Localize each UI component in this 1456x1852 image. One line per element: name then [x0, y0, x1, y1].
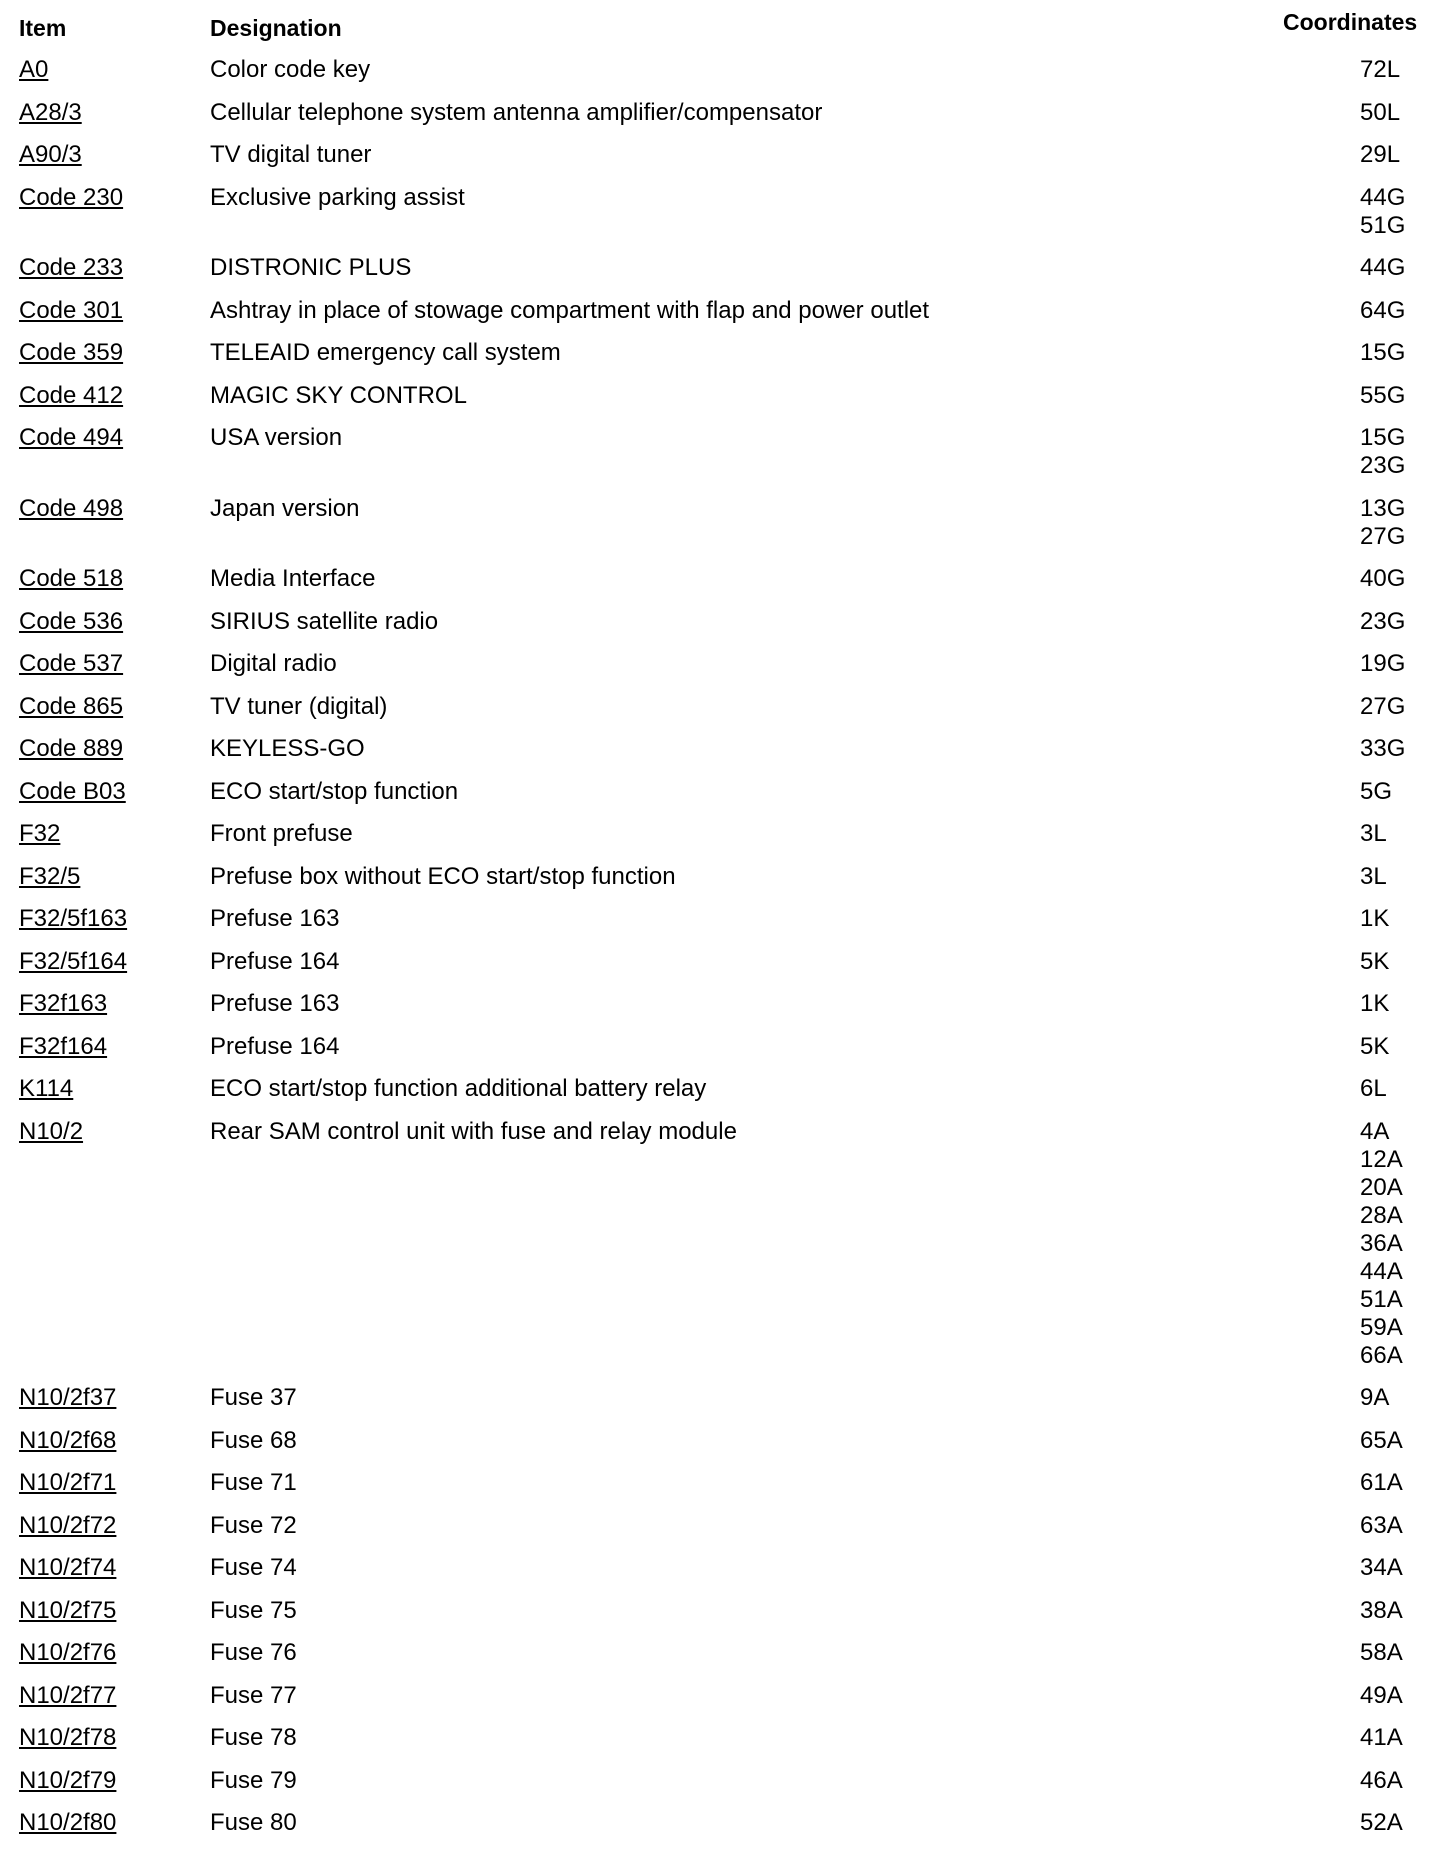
coordinate-value: 59A [1360, 1313, 1403, 1341]
coordinates-cell [1360, 1767, 1403, 1795]
designation-text: ECO start/stop function [210, 777, 459, 805]
coordinate-value: 29L [1360, 141, 1401, 168]
coordinate-value: 65A [1360, 1426, 1403, 1454]
item-link[interactable]: Code 233 [19, 254, 124, 281]
coordinates-cell [1360, 863, 1387, 891]
coordinates-cell [1360, 1809, 1403, 1837]
designation-text: Prefuse 163 [210, 905, 340, 932]
designation-text: Prefuse 163 [210, 990, 340, 1017]
coordinate-value: 63A [1360, 1511, 1403, 1539]
coordinate-value: 33G [1360, 735, 1406, 762]
coordinates-cell [1360, 1118, 1403, 1370]
coordinate-value: 28A [1360, 1201, 1403, 1229]
coordinates-cell [1360, 1639, 1403, 1667]
item-link[interactable]: F32 [19, 820, 61, 847]
designation-text: Media Interface [210, 565, 376, 592]
coordinate-value: 64G [1360, 296, 1406, 324]
designation-text: Rear SAM control unit with fuse and relay module [210, 1117, 737, 1145]
item-link[interactable]: F32/5f163 [19, 905, 128, 932]
item-link[interactable]: F32f164 [19, 1032, 108, 1060]
coordinate-value: 4A [1360, 1117, 1390, 1145]
coordinate-value: 51A [1360, 1285, 1403, 1313]
coordinates-cell [1360, 1682, 1403, 1710]
coordinates-cell [1360, 735, 1405, 763]
coordinates-cell [1360, 1427, 1403, 1455]
coordinate-value: 5G [1360, 777, 1393, 805]
header-item: Item [19, 15, 67, 41]
coordinate-value: 20A [1360, 1173, 1403, 1201]
designation-text: Fuse 78 [210, 1724, 297, 1751]
item-link[interactable]: Code 230 [19, 183, 124, 211]
designation-text: Fuse 71 [210, 1469, 297, 1496]
coordinate-value: 52A [1360, 1809, 1403, 1836]
item-link[interactable]: N10/2 [19, 1117, 84, 1145]
item-link[interactable]: N10/2f78 [19, 1724, 117, 1751]
coordinate-value: 13G [1360, 494, 1406, 522]
item-link[interactable]: K114 [19, 1075, 74, 1102]
coordinate-value: 34A [1360, 1554, 1403, 1581]
designation-text: Prefuse box without ECO start/stop function [210, 862, 676, 890]
designation-text: USA version [210, 424, 343, 451]
coordinate-value: 38A [1360, 1596, 1403, 1624]
designation-text: Cellular telephone system antenna amplifier/compensator [210, 98, 823, 126]
coordinates-cell [1360, 1554, 1403, 1582]
coordinate-value: 36A [1360, 1229, 1403, 1257]
designation-text: SIRIUS satellite radio [210, 607, 439, 635]
coordinates-cell [1360, 99, 1400, 127]
designation-text: KEYLESS-GO [210, 735, 365, 762]
coordinates-cell [1360, 1384, 1389, 1412]
designation-text: Fuse 68 [210, 1426, 297, 1454]
coordinate-value: 66A [1360, 1341, 1403, 1369]
coordinates-cell [1360, 1597, 1403, 1625]
designation-text: Japan version [210, 494, 360, 522]
designation-text: TELEAID emergency call system [210, 339, 561, 366]
coordinate-value: 61A [1360, 1469, 1403, 1496]
item-link[interactable]: N10/2f76 [19, 1639, 117, 1666]
coordinate-value: 46A [1360, 1766, 1403, 1794]
designation-text: Color code key [210, 56, 371, 83]
designation-text: Fuse 77 [210, 1681, 297, 1709]
item-link[interactable]: Code 537 [19, 650, 124, 677]
designation-text: Fuse 37 [210, 1384, 297, 1411]
item-link[interactable]: A90/3 [19, 141, 82, 168]
item-link[interactable]: Code 889 [19, 735, 124, 762]
coordinates-cell [1360, 778, 1392, 806]
coordinate-value: 9A [1360, 1384, 1390, 1411]
coordinates-cell [1360, 141, 1400, 169]
coordinates-cell [1360, 1724, 1403, 1752]
coordinates-cell [1360, 424, 1405, 480]
coordinate-value: 15G [1360, 339, 1406, 366]
item-link[interactable]: Code B03 [19, 777, 126, 805]
coordinate-value: 15G [1360, 424, 1406, 451]
item-link[interactable]: N10/2f68 [19, 1426, 117, 1454]
coordinate-value: 6L [1360, 1075, 1387, 1102]
coordinate-value: 5K [1360, 1032, 1390, 1060]
coordinates-cell [1360, 495, 1405, 551]
designation-text: MAGIC SKY CONTROL [210, 381, 467, 409]
header-coordinates: Coordinates [1283, 9, 1418, 35]
designation-text: Fuse 79 [210, 1766, 297, 1794]
coordinate-value: 40G [1360, 565, 1406, 592]
coordinate-value: 51G [1360, 211, 1406, 239]
coordinates-cell [1360, 990, 1389, 1018]
item-link[interactable]: N10/2f74 [19, 1554, 117, 1581]
coordinates-cell [1360, 820, 1387, 848]
coordinate-value: 12A [1360, 1145, 1403, 1173]
designation-text: Prefuse 164 [210, 947, 340, 975]
designation-text: Fuse 72 [210, 1511, 297, 1539]
designation-text: Front prefuse [210, 820, 353, 847]
designation-text: Ashtray in place of stowage compartment with flap and power outlet [210, 296, 930, 324]
item-link[interactable]: F32/5 [19, 862, 81, 890]
designation-text: TV digital tuner [210, 141, 372, 168]
item-link[interactable]: Code 498 [19, 494, 124, 522]
coordinate-value: 3L [1360, 862, 1387, 890]
item-link[interactable]: Code 865 [19, 692, 124, 720]
coordinates-cell [1360, 693, 1405, 721]
coordinates-cell [1360, 948, 1389, 976]
coordinates-cell [1360, 608, 1405, 636]
designation-text: Fuse 75 [210, 1596, 297, 1624]
designation-text: TV tuner (digital) [210, 692, 388, 720]
coordinate-value: 55G [1360, 381, 1406, 409]
coordinate-value: 23G [1360, 607, 1406, 635]
coordinates-cell [1360, 184, 1405, 240]
item-link[interactable]: F32f163 [19, 990, 108, 1017]
designation-text: ECO start/stop function additional battery relay [210, 1075, 707, 1102]
designation-text: Fuse 74 [210, 1554, 297, 1581]
item-link[interactable]: N10/2f37 [19, 1384, 117, 1411]
coordinate-value: 72L [1360, 56, 1401, 83]
coordinate-value: 3L [1360, 820, 1387, 847]
coordinate-value: 1K [1360, 990, 1390, 1017]
coordinate-value: 44G [1360, 254, 1406, 281]
coordinate-value: 27G [1360, 692, 1406, 720]
coordinate-value: 19G [1360, 650, 1406, 677]
item-link[interactable]: N10/2f71 [19, 1469, 117, 1496]
coordinate-value: 50L [1360, 98, 1401, 126]
coordinates-cell [1360, 905, 1389, 933]
coordinate-value: 41A [1360, 1724, 1403, 1751]
item-link[interactable]: N10/2f72 [19, 1511, 117, 1539]
coordinates-cell [1360, 1512, 1403, 1540]
designation-text: Prefuse 164 [210, 1032, 340, 1060]
item-link[interactable]: N10/2f75 [19, 1596, 117, 1624]
item-link[interactable]: Code 536 [19, 607, 124, 635]
item-link[interactable]: N10/2f77 [19, 1681, 117, 1709]
coordinates-cell [1360, 297, 1405, 325]
coordinates-cell [1360, 1469, 1403, 1497]
item-link[interactable]: Code 412 [19, 381, 124, 409]
coordinates-cell [1360, 254, 1405, 282]
coordinate-value: 23G [1360, 452, 1406, 479]
designation-text: Fuse 76 [210, 1639, 297, 1666]
item-link[interactable]: Code 494 [19, 424, 124, 451]
coordinate-value: 44A [1360, 1257, 1403, 1285]
coordinate-value: 5K [1360, 947, 1390, 975]
item-link[interactable]: N10/2f80 [19, 1809, 117, 1836]
designation-text: Digital radio [210, 650, 337, 677]
item-link[interactable]: A28/3 [19, 98, 82, 126]
coordinates-cell [1360, 650, 1405, 678]
item-link[interactable]: F32/5f164 [19, 947, 128, 975]
coordinates-cell [1360, 382, 1405, 410]
item-link[interactable]: A0 [19, 56, 49, 83]
coordinate-value: 49A [1360, 1681, 1403, 1709]
coordinate-value: 1K [1360, 905, 1390, 932]
coordinate-value: 44G [1360, 183, 1406, 211]
header-designation: Designation [210, 15, 342, 41]
coordinate-value: 58A [1360, 1639, 1403, 1666]
item-link[interactable]: Code 359 [19, 339, 124, 366]
coordinates-cell [1360, 565, 1405, 593]
item-link[interactable]: Code 301 [19, 296, 124, 324]
coordinates-cell [1360, 56, 1400, 84]
item-link[interactable]: Code 518 [19, 565, 124, 592]
designation-text: DISTRONIC PLUS [210, 254, 412, 281]
item-link[interactable]: N10/2f79 [19, 1766, 117, 1794]
designation-text: Exclusive parking assist [210, 183, 465, 211]
coordinates-cell [1360, 1033, 1389, 1061]
coordinates-cell [1360, 339, 1405, 367]
coordinate-value: 27G [1360, 522, 1406, 550]
coordinates-cell [1360, 1075, 1387, 1103]
designation-text: Fuse 80 [210, 1809, 297, 1836]
